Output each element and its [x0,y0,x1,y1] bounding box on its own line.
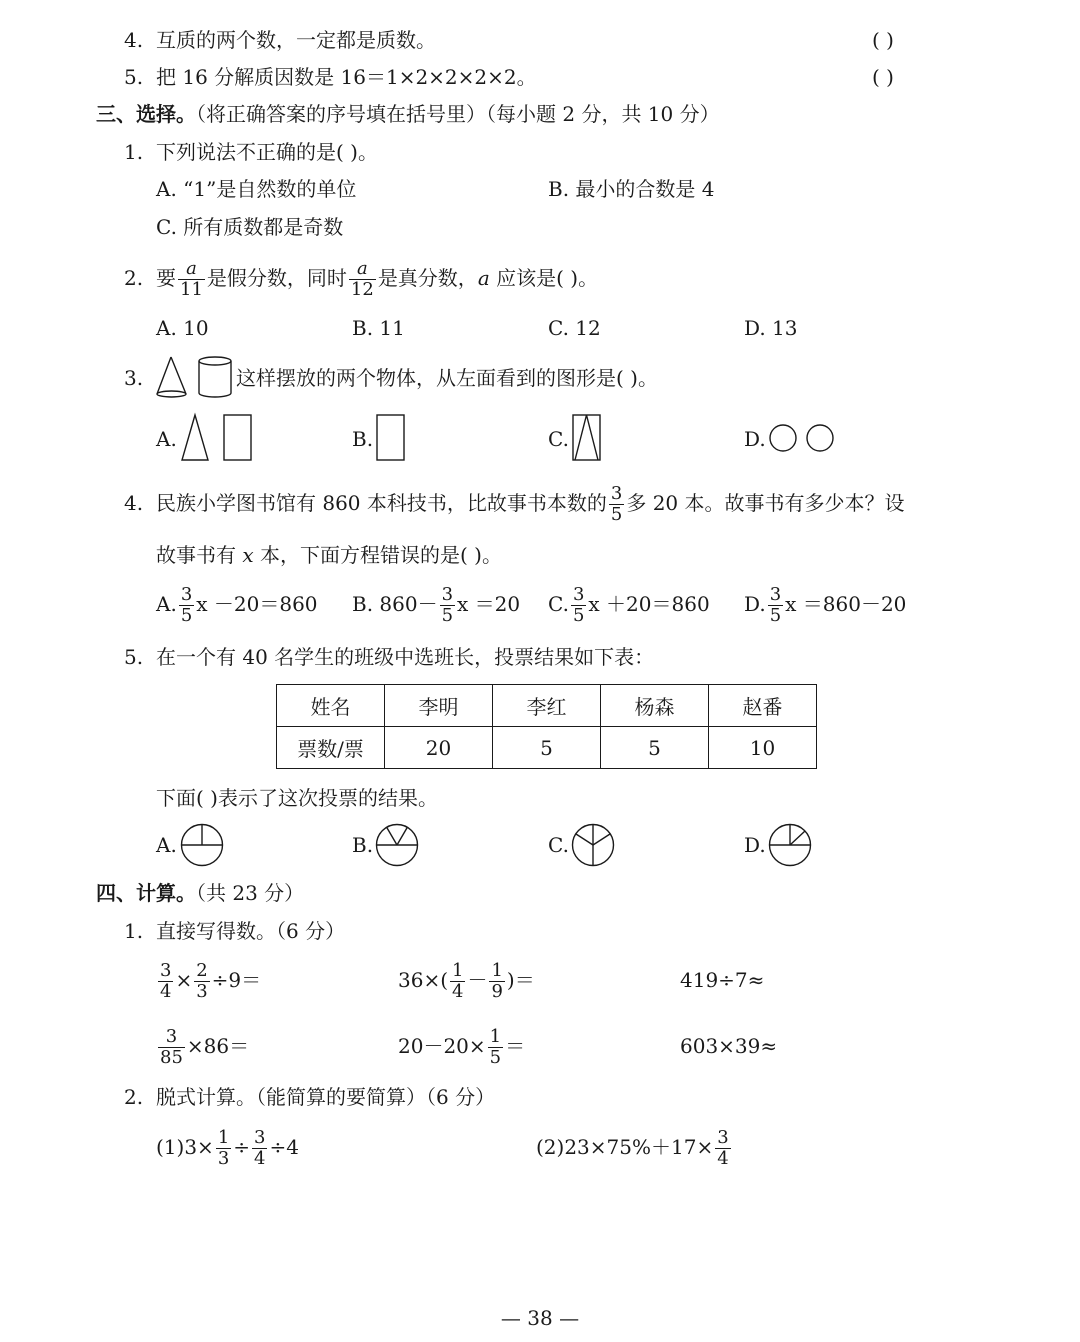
calc-q2-number: 2. [124,1085,144,1109]
calc-q1-expr-6: 603×39≈ [680,1034,778,1058]
expr-rest: ×86＝ [186,1034,250,1058]
section-3-title: 三、选择。 [96,102,196,126]
calc-q1-expr-1 [156,958,261,1002]
calc-q1-expr-3: 419÷7≈ [680,968,765,992]
choice-q2-text-3: 是真分数， [377,266,478,290]
numerator: a [356,258,368,279]
fraction-3-over-5 [571,585,586,626]
cone-icon [157,357,186,397]
choice-q4-option-b[interactable] [352,582,520,626]
numerator: 2 [196,960,208,981]
choice-q1-option-c[interactable]: C. 所有质数都是奇数 [156,215,344,239]
choice-q5-option-a-label[interactable]: A. [156,833,177,857]
denominator: 5 [489,1047,502,1068]
table-cell: 姓名 [277,685,385,727]
section-4-title: 四、计算。 [96,881,196,905]
table-cell: 20 [385,727,493,769]
fraction-3-over-5 [440,585,455,626]
choice-q5-option-d-label[interactable]: D. [744,833,766,857]
calc-q1-expr-4 [156,1024,249,1068]
denominator: 5 [180,605,193,626]
numerator: 3 [160,960,172,981]
choice-q5-option-c-label[interactable]: C. [548,833,569,857]
operator: ÷ [233,1135,251,1159]
denominator: 85 [160,1047,183,1068]
equation-rest: x ＝860－20 [785,592,907,616]
calc-q1-expr-5 [398,1024,525,1068]
numerator: 3 [769,584,782,605]
denominator: 5 [610,504,623,525]
table-cell: 5 [601,727,709,769]
choice-q2-number: 2. [124,266,144,290]
denominator: 5 [572,605,585,626]
choice-q3-option-a-label[interactable]: A. [156,427,177,451]
fraction [216,1128,231,1169]
numerator: 3 [254,1127,266,1148]
choice-q3-stem: 这样摆放的两个物体，从左面看到的图形是( )。 [236,366,658,390]
choice-q4-text-4: 本，下面方程错误的是( )。 [253,543,502,567]
denominator: 4 [254,1148,266,1169]
denominator: 5 [769,605,782,626]
choice-q2-stem [156,256,598,300]
fraction-3-over-5 [179,585,194,626]
denominator: 3 [217,1148,230,1169]
choice-q4-option-d[interactable] [744,582,906,626]
table-row [277,685,817,727]
choice-q5-number: 5. [124,645,144,669]
option-b-rectangle-icon [375,413,407,463]
denominator: 4 [160,981,172,1002]
numerator: 1 [489,1026,502,1047]
fraction [715,1128,730,1169]
equation-rest: x －20＝860 [196,592,318,616]
table-row [277,727,817,769]
table-cell: 杨森 [601,685,709,727]
choice-q2-option-b[interactable]: B. 11 [352,316,405,340]
equation-rest: x ＋20＝860 [588,592,710,616]
numerator: 3 [441,584,454,605]
choice-q4-text-1: 民族小学图书馆有 860 本科技书，比故事书本数的 [156,491,607,515]
choice-q2-option-d[interactable]: D. 13 [744,316,798,340]
numerator: 3 [165,1026,178,1047]
denominator: 3 [196,981,208,1002]
calc-q1-expr-2 [398,958,535,1002]
judge-q5-number: 5. [124,65,144,89]
judge-q4-number: 4. [124,28,144,52]
table-cell: 李明 [385,685,493,727]
choice-q5-stem: 在一个有 40 名学生的班级中选班长，投票结果如下表： [156,645,655,669]
expr-rest: )＝ [506,968,535,992]
fraction [194,961,209,1002]
expr-rest: ÷9＝ [211,968,262,992]
choice-q2-option-c[interactable]: C. 12 [548,316,601,340]
variable-x: x [242,543,254,567]
numerator: 3 [572,584,585,605]
choice-q2-text-2: 是假分数，同时 [206,266,347,290]
choice-q4-option-a[interactable] [156,582,318,626]
denominator: 9 [491,981,503,1002]
numerator: 3 [610,483,623,504]
expr-rest: ＝ [505,1034,526,1058]
judge-q5-text: 把 16 分解质因数是 16＝1×2×2×2×2。 [156,65,537,89]
choice-q1-number: 1. [124,140,144,164]
fraction-3-over-5 [768,585,783,626]
section-3-heading [96,102,720,126]
fraction-a-over-11 [178,259,205,300]
choice-q3-option-b-label[interactable]: B. [352,427,374,451]
choice-q2-option-a[interactable]: A. 10 [156,316,209,340]
fraction [252,1128,267,1169]
cylinder-icon [199,357,231,397]
denominator: 12 [350,279,374,300]
numerator: 3 [180,584,193,605]
option-c-pie-icon [571,823,617,869]
numerator: 1 [491,960,503,981]
vote-result-table [276,684,817,769]
fraction [158,961,173,1002]
judge-q4-answer-paren[interactable]: ( ) [872,28,894,52]
variable-a: a [477,266,490,290]
fraction [158,1027,185,1068]
section-4-note: （共 23 分） [196,881,305,905]
fraction [489,961,504,1002]
calc-q2-title: 脱式计算。（能简算的要简算）（6 分） [156,1085,496,1109]
denominator: 4 [717,1148,729,1169]
operator: × [175,968,193,992]
table-cell: 票数/票 [277,727,385,769]
option-a-pie-icon [180,823,226,869]
judge-q5-answer-paren[interactable]: ( ) [872,65,894,89]
numerator: 3 [717,1127,729,1148]
operator: － [467,968,488,992]
choice-q3-number: 3. [124,366,144,390]
choice-q2-text-4: 应该是( )。 [489,266,599,290]
option-label: C. [548,592,569,616]
table-cell: 10 [709,727,817,769]
fraction-a-over-12 [349,259,376,300]
choice-q1-stem: 下列说法不正确的是( )。 [156,140,378,164]
option-a-triangle-rectangle-icon [180,413,255,463]
calc-q1-number: 1. [124,919,144,943]
choice-q1-option-a[interactable]: A. “1”是自然数的单位 [156,177,357,201]
choice-q1-option-b[interactable]: B. 最小的合数是 4 [548,177,715,201]
choice-q4-number: 4. [124,491,144,515]
option-d-pie-icon [768,823,814,869]
table-cell: 5 [493,727,601,769]
choice-q5-option-b-label[interactable]: B. [352,833,374,857]
calc-q1-title: 直接写得数。（6 分） [156,919,346,943]
fraction [488,1027,503,1068]
fraction [450,961,465,1002]
choice-q3-option-d-label[interactable]: D. [744,427,766,451]
denominator: 4 [452,981,464,1002]
option-label: D. [744,592,766,616]
denominator: 5 [441,605,454,626]
table-cell: 李红 [493,685,601,727]
option-c-rectangle-with-triangle-icon [571,413,603,463]
expr-left: 20－20× [398,1034,486,1058]
table-cell: 赵番 [709,685,817,727]
choice-q4-stem-line-1 [156,481,905,525]
option-b-pie-icon [375,823,421,869]
page-number: — 38 — [500,1306,580,1330]
expr-left: (1)3× [156,1135,214,1159]
choice-q4-stem-line-2 [156,543,502,567]
option-d-two-circles-icon [768,423,838,455]
numerator: 1 [452,960,464,981]
numerator: a [186,258,197,279]
numerator: 1 [217,1127,230,1148]
calc-q2-expr-2 [536,1125,733,1169]
denominator: 11 [180,279,203,300]
choice-q4-text-2: 多 20 本。故事书有多少本？设 [626,491,905,515]
section-4-heading [96,881,304,905]
choice-q4-option-c[interactable] [548,582,710,626]
choice-q2-text-1: 要 [156,266,176,290]
choice-q3-option-c-label[interactable]: C. [548,427,569,451]
fraction-3-over-5 [609,484,624,525]
cone-and-cylinder-figure [154,354,234,400]
judge-q4-text: 互质的两个数，一定都是质数。 [156,28,436,52]
choice-q5-followup: 下面( )表示了这次投票的结果。 [156,786,438,810]
calc-q2-expr-1 [156,1125,299,1169]
expr-rest: ÷4 [269,1135,299,1159]
option-label: B. 860－ [352,592,438,616]
choice-q4-text-3: 故事书有 [156,543,243,567]
section-3-note: （将正确答案的序号填在括号里）（每小题 2 分，共 10 分） [196,102,720,126]
option-label: A. [156,592,177,616]
expr-left: 36×( [398,968,449,992]
equation-rest: x ＝20 [457,592,521,616]
expr-left: (2)23×75%＋17× [536,1135,714,1159]
